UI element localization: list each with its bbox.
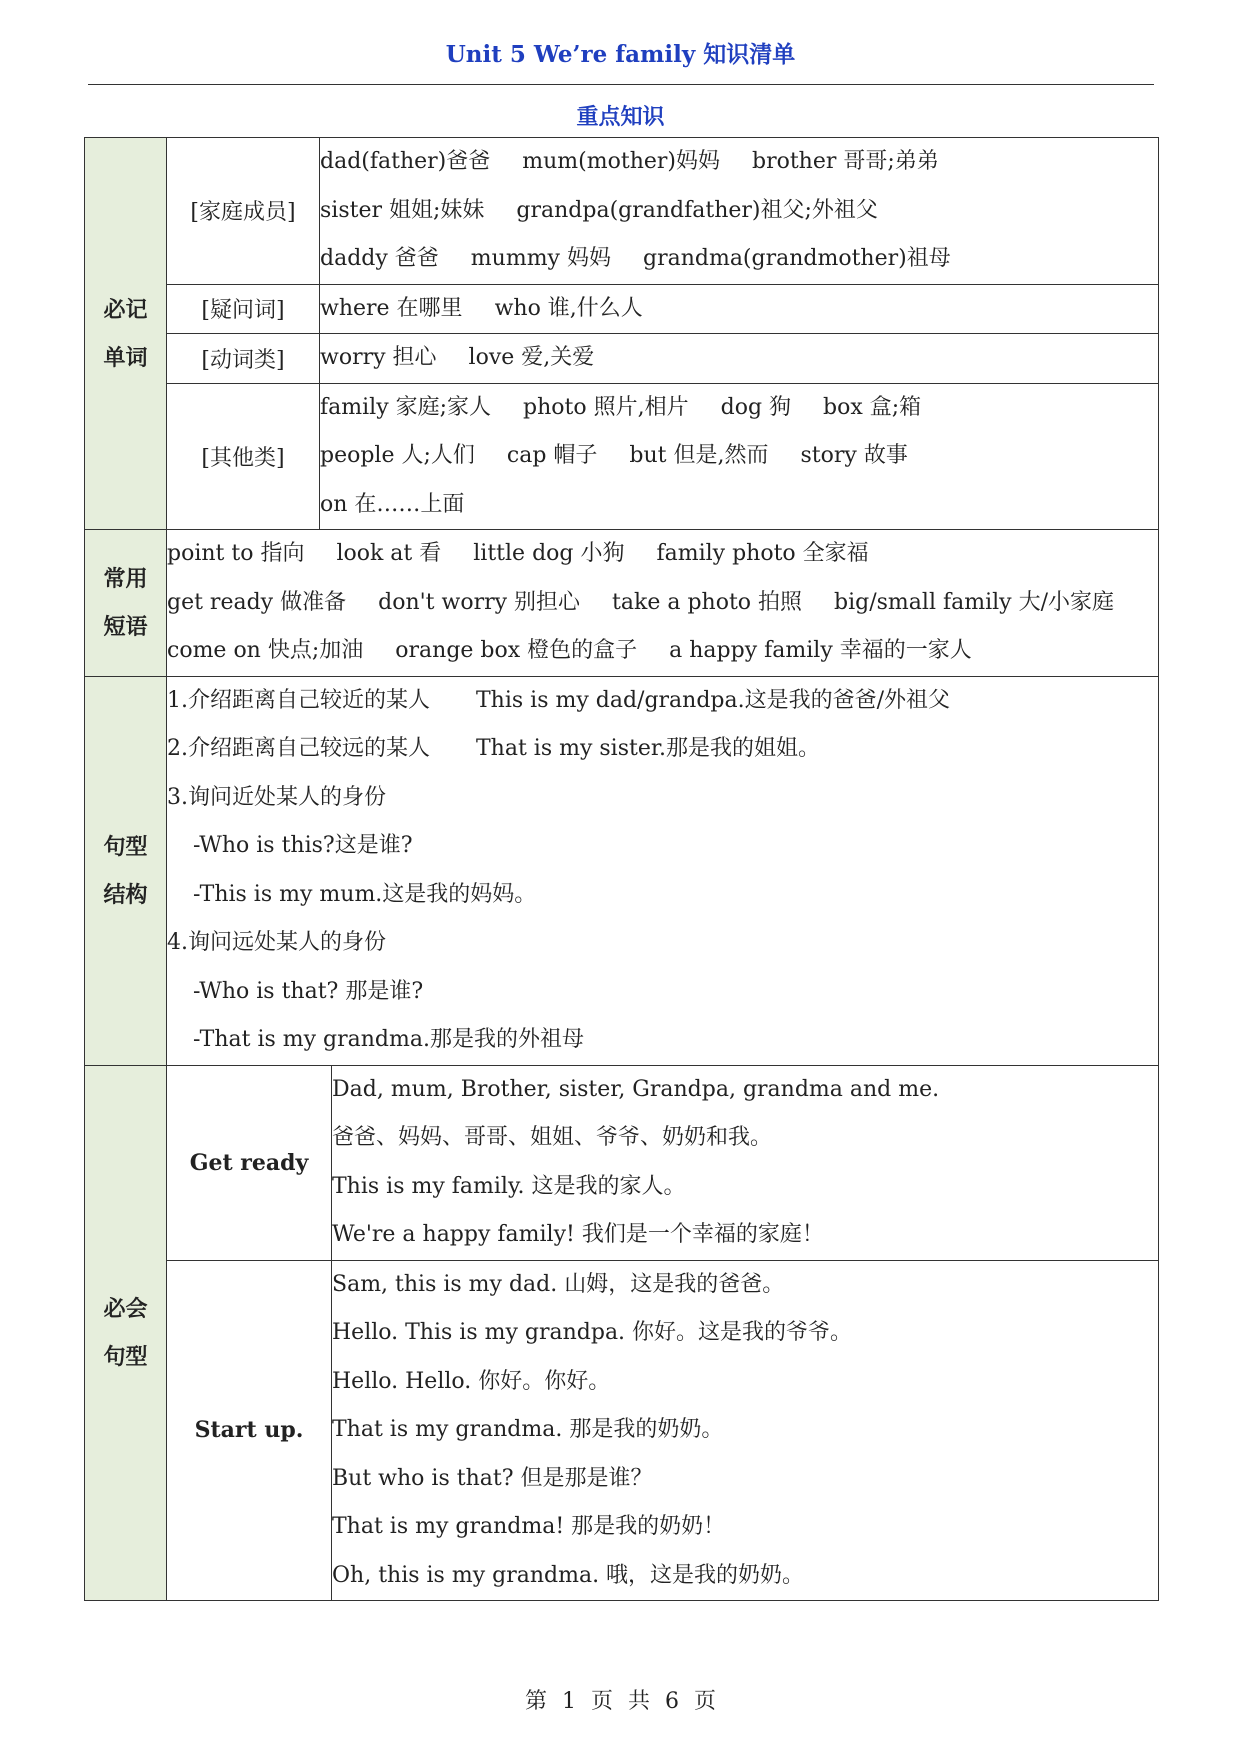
phrase-line: come on 快点;加油 orange box 橙色的盒子 a happy family 幸福的一家人 <box>167 638 972 663</box>
vocab-line: on 在……上面 <box>320 491 465 517</box>
sentence-line: 4.询问远处某人的身份 <box>167 930 386 955</box>
knowledge-table <box>84 137 1159 1601</box>
must-know-label-get-ready: Get ready <box>167 1065 332 1260</box>
category-phrases: 常用 短语 <box>85 530 167 677</box>
vocab-content-question <box>320 284 1159 334</box>
sentence-line: -Who is this?这是谁? <box>193 833 413 858</box>
section-title: 重点知识 <box>576 104 665 130</box>
vocab-row-verbs <box>85 334 1159 384</box>
vocab-line: dad(father)爸爸 mum(mother)妈妈 brother 哥哥;弟弟 <box>320 149 939 174</box>
vocab-line: where 在哪里 who 谁,什么人 <box>320 295 643 321</box>
document-title: Unit 5 We’re family 知识清单 <box>445 41 796 68</box>
must-know-content-start-up: Sam, this is my dad. 山姆，这是我的爸爸。 Hello. This is my grandpa. 你好。这是我的爷爷。 Hello. Hello. 你好。你好。 That is my grandma. 那是我的奶奶。 But who is that? 但是那是谁？ That is my grandma! 那是我的奶奶！ Oh, this is my grandma. 哦，这是我的奶奶。 <box>332 1260 1159 1601</box>
phrases-content <box>167 530 1159 677</box>
vocab-row-other <box>85 383 1159 530</box>
sentences-content <box>167 676 1159 1065</box>
sentence-line: -This is my mum.这是我的妈妈。 <box>193 881 537 907</box>
sentence-line: -That is my grandma.那是我的外祖母 <box>193 1027 584 1052</box>
vocab-label-other: [其他类] <box>167 383 320 530</box>
vocab-row-family <box>85 138 1159 285</box>
phrase-line: point to 指向 look at 看 little dog 小狗 family photo 全家福 <box>167 541 869 566</box>
vocab-label-verbs: [动词类] <box>167 334 320 384</box>
sentence-line: 2.介绍距离自己较远的某人 That is my sister.那是我的姐姐。 <box>167 736 820 761</box>
vocab-line: family 家庭;家人 photo 照片,相片 dog 狗 box 盒;箱 <box>320 394 922 420</box>
vocab-row-question <box>85 284 1159 334</box>
vocab-content-other <box>320 383 1159 530</box>
sentence-line: 1.介绍距离自己较近的某人 This is my dad/grandpa.这是我的爸爸/外祖父 <box>167 687 951 713</box>
sentences-row <box>85 676 1159 1065</box>
category-sentences: 句型 结构 <box>85 676 167 1065</box>
phrase-line: get ready 做准备 don't worry 别担心 take a photo 拍照 big/small family 大/小家庭 <box>167 589 1115 615</box>
must-know-label-start-up: Start up. <box>167 1260 332 1601</box>
vocab-label-question: [疑问词] <box>167 284 320 334</box>
vocab-line: people 人;人们 cap 帽子 but 但是,然而 story 故事 <box>320 443 908 468</box>
vocab-content-family <box>320 138 1159 285</box>
category-must-know: 必会 句型 <box>85 1065 167 1601</box>
vocab-line: sister 姐姐;妹妹 grandpa(grandfather)祖父;外祖父 <box>320 197 878 223</box>
must-know-row-get-ready <box>85 1065 1159 1260</box>
vocab-line: daddy 爸爸 mummy 妈妈 grandma(grandmother)祖母 <box>320 246 951 271</box>
category-vocab: 必记 单词 <box>85 138 167 530</box>
sentence-line: 3.询问近处某人的身份 <box>167 784 386 810</box>
vocab-line: worry 担心 love 爱,关爱 <box>320 345 595 370</box>
header-divider <box>88 84 1154 85</box>
must-know-row-start-up <box>85 1260 1159 1601</box>
vocab-content-verbs <box>320 334 1159 384</box>
must-know-content-get-ready: Dad, mum, Brother, sister, Grandpa, grandma and me. 爸爸、妈妈、哥哥、姐姐、爷爷、奶奶和我。 This is my family. 这是我的家人。 We're a happy family! 我们是一个幸福的家庭！ <box>332 1065 1159 1260</box>
sentence-line: -Who is that? 那是谁? <box>193 978 424 1004</box>
page-number: 第 1 页 共 6 页 <box>525 1689 716 1714</box>
vocab-label-family: [家庭成员] <box>167 138 320 285</box>
phrases-row <box>85 530 1159 677</box>
